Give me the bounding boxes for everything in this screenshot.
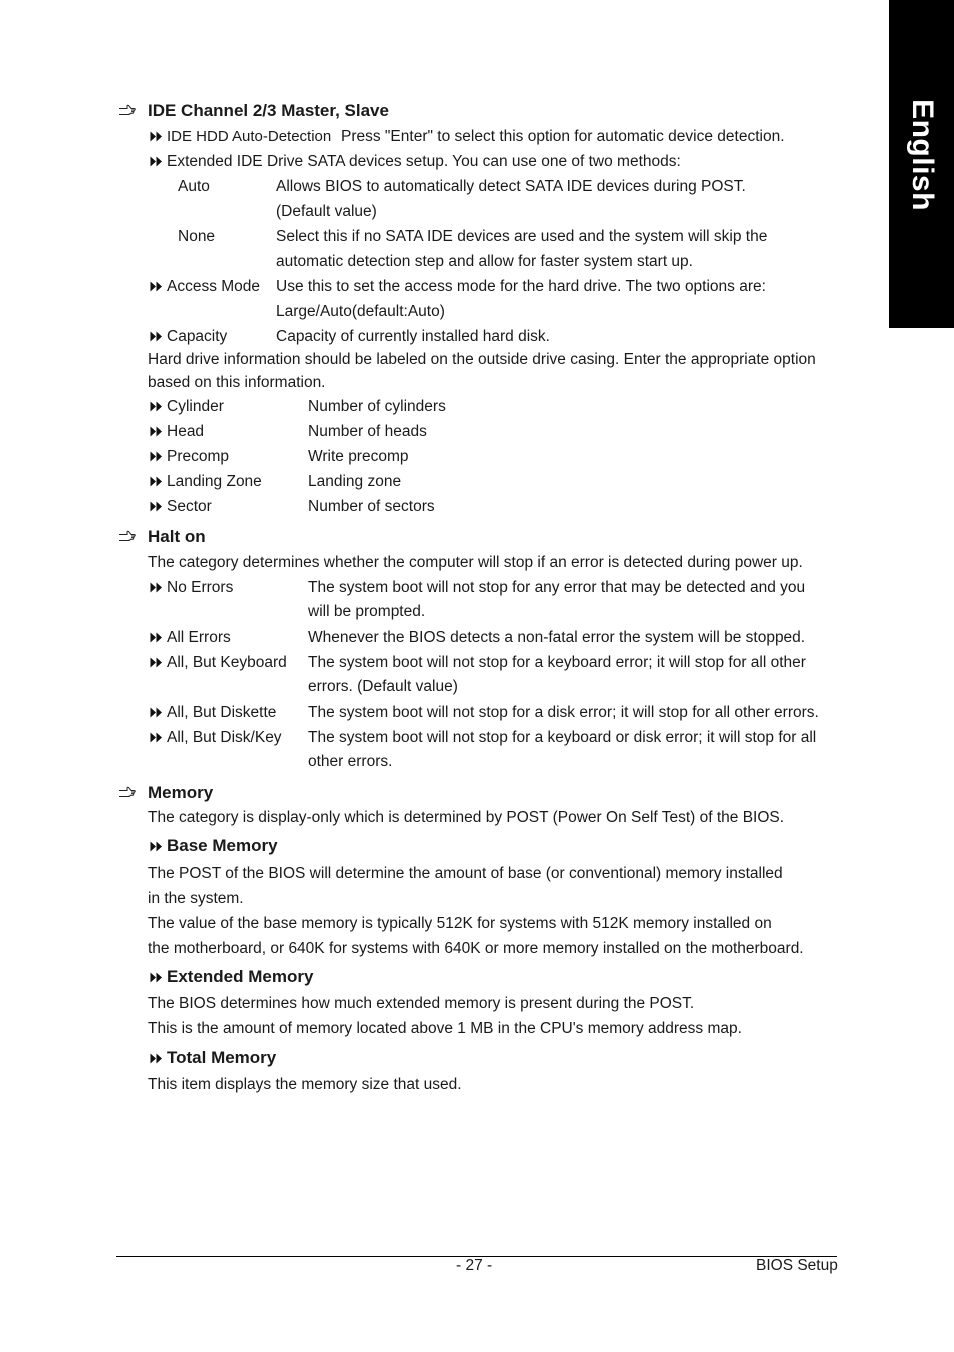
capacity-desc: Capacity of currently installed hard disk. xyxy=(276,328,550,345)
param-desc: Number of heads xyxy=(308,423,427,440)
halt-option-desc-line1: Whenever the BIOS detects a non-fatal error the system will be stopped. xyxy=(308,629,806,646)
double-arrow-icon xyxy=(150,331,163,342)
extended-memory-heading: Extended Memory xyxy=(167,967,314,986)
double-arrow-icon xyxy=(150,131,163,142)
hdd-auto-label: IDE HDD Auto-Detection xyxy=(167,128,332,145)
extended-memory-line1: The BIOS determines how much extended memory is present during the POST. xyxy=(148,995,695,1012)
param-label: Cylinder xyxy=(167,398,224,415)
halt-option-desc-line2: will be prompted. xyxy=(308,603,426,620)
total-memory-line1: This item displays the memory size that used. xyxy=(148,1076,462,1093)
double-arrow-icon xyxy=(150,732,163,743)
halt-option-label: No Errors xyxy=(167,579,234,596)
auto-desc-line1: Allows BIOS to automatically detect SATA IDE devices during POST. xyxy=(276,178,746,195)
halt-option-desc-line1: The system boot will not stop for any error that may be detected and you xyxy=(308,579,806,596)
double-arrow-icon xyxy=(150,707,163,718)
base-memory-line2: in the system. xyxy=(148,890,244,907)
base-memory-line1: The POST of the BIOS will determine the amount of base (or conventional) memory installed xyxy=(148,865,783,882)
none-label: None xyxy=(178,228,216,245)
hd-info-line2: based on this information. xyxy=(148,374,326,391)
halt-option-desc-line1: The system boot will not stop for a keyboard or disk error; it will stop for all xyxy=(308,729,817,746)
halt-option-label: All, But Keyboard xyxy=(167,654,287,671)
double-arrow-icon xyxy=(150,401,163,412)
access-mode-label: Access Mode xyxy=(167,278,261,295)
halt-option-desc-line2: errors. (Default value) xyxy=(308,678,458,695)
language-tab-label: English xyxy=(905,99,939,211)
halt-on-heading: Halt on xyxy=(148,527,206,546)
double-arrow-icon xyxy=(150,156,163,167)
halt-option-desc-line1: The system boot will not stop for a disk error; it will stop for all other errors. xyxy=(308,704,819,721)
double-arrow-icon xyxy=(150,451,163,462)
access-mode-desc-line1: Use this to set the access mode for the hard drive. The two options are: xyxy=(276,278,766,295)
param-label: Landing Zone xyxy=(167,473,262,490)
hd-info-line1: Hard drive information should be labeled on the outside drive casing. Enter the appropriate option xyxy=(148,351,816,368)
halt-option-label: All Errors xyxy=(167,629,231,646)
extended-ide-line: Extended IDE Drive SATA devices setup. You can use one of two methods: xyxy=(167,153,681,170)
total-memory-heading: Total Memory xyxy=(167,1048,277,1067)
halt-option-desc-line2: other errors. xyxy=(308,753,393,770)
language-tab xyxy=(889,0,954,328)
halt-option-label: All, But Diskette xyxy=(167,704,277,721)
pointing-hand-icon xyxy=(118,786,136,798)
base-memory-line4: the motherboard, or 640K for systems with 640K or more memory installed on the motherboard. xyxy=(148,940,804,957)
param-label: Precomp xyxy=(167,448,230,465)
memory-intro: The category is display-only which is determined by POST (Power On Self Test) of the BIOS. xyxy=(148,809,785,826)
capacity-label: Capacity xyxy=(167,328,228,345)
pointing-hand-icon xyxy=(118,530,136,542)
param-desc: Number of sectors xyxy=(308,498,435,515)
double-arrow-icon xyxy=(150,841,163,852)
double-arrow-icon xyxy=(150,582,163,593)
pointing-hand-icon xyxy=(118,104,136,116)
double-arrow-icon xyxy=(150,476,163,487)
param-desc: Write precomp xyxy=(308,448,409,465)
none-desc-line2: automatic detection step and allow for faster system start up. xyxy=(276,253,693,270)
halt-option-label: All, But Disk/Key xyxy=(167,729,282,746)
double-arrow-icon xyxy=(150,1053,163,1064)
extended-memory-line2: This is the amount of memory located above 1 MB in the CPU's memory address map. xyxy=(148,1020,742,1037)
access-mode-desc-line2: Large/Auto(default:Auto) xyxy=(276,303,445,320)
double-arrow-icon xyxy=(150,501,163,512)
auto-desc-line2: (Default value) xyxy=(276,203,377,220)
base-memory-line3: The value of the base memory is typically 512K for systems with 512K memory installed on xyxy=(148,915,772,932)
footer-section: BIOS Setup xyxy=(756,1257,838,1274)
param-desc: Number of cylinders xyxy=(308,398,446,415)
hdd-auto-desc: Press "Enter" to select this option for automatic device detection. xyxy=(341,128,785,145)
param-desc: Landing zone xyxy=(308,473,402,490)
double-arrow-icon xyxy=(150,426,163,437)
none-desc-line1: Select this if no SATA IDE devices are used and the system will skip the xyxy=(276,228,768,245)
param-label: Head xyxy=(167,423,205,440)
double-arrow-icon xyxy=(150,281,163,292)
double-arrow-icon xyxy=(150,657,163,668)
base-memory-heading: Base Memory xyxy=(167,836,278,855)
param-label: Sector xyxy=(167,498,212,515)
double-arrow-icon xyxy=(150,632,163,643)
halt-on-intro: The category determines whether the computer will stop if an error is detected during power up. xyxy=(148,554,803,571)
halt-option-desc-line1: The system boot will not stop for a keyboard error; it will stop for all other xyxy=(308,654,806,671)
page-number: - 27 - xyxy=(456,1257,493,1274)
memory-heading: Memory xyxy=(148,783,214,802)
double-arrow-icon xyxy=(150,972,163,983)
ide-heading: IDE Channel 2/3 Master, Slave xyxy=(148,101,389,120)
auto-label: Auto xyxy=(178,178,210,195)
